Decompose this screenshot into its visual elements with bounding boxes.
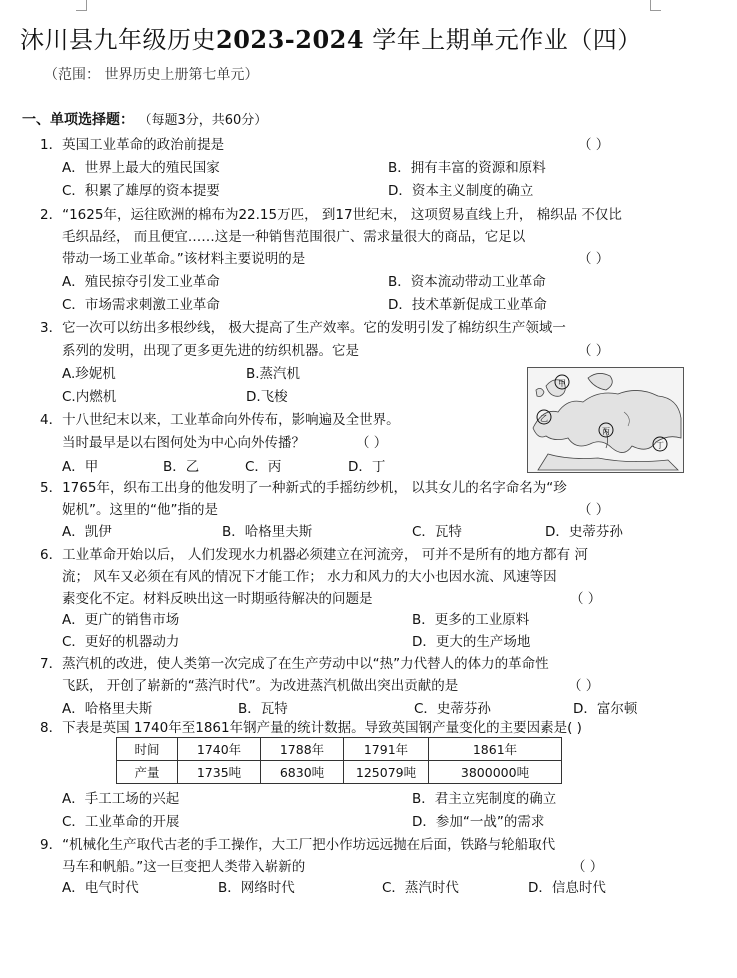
q8-option-c[interactable]: C．工业革命的开展 <box>62 814 180 830</box>
map-marker-ding-label: 丁 <box>656 441 664 450</box>
q9-option-b[interactable]: B．网络时代 <box>218 880 295 896</box>
q3-option-c[interactable]: C.内燃机 <box>62 389 117 405</box>
q4-option-c[interactable]: C．丙 <box>245 459 282 475</box>
section-heading <box>22 109 267 129</box>
q9-line2: 马车和帆船。”这一巨变把人类带入崭新的 <box>62 859 306 875</box>
q8-option-b[interactable]: B．君主立宪制度的确立 <box>412 791 557 807</box>
table-row-years <box>117 738 562 761</box>
q5-answer-paren[interactable]: （ ） <box>578 502 610 518</box>
q6-line2: 流； 风车又必须在有风的情况下才能工作； 水力和风力的大小也因水流、风速等因 <box>62 569 557 585</box>
q4-option-b[interactable]: B．乙 <box>163 459 200 475</box>
q8-option-d[interactable]: D．参加“一战”的需求 <box>412 814 545 830</box>
q9-option-d[interactable]: D．信息时代 <box>528 880 606 896</box>
q4-answer-paren[interactable]: （ ） <box>356 435 388 451</box>
q3-option-b[interactable]: B.蒸汽机 <box>246 366 301 382</box>
q2-line1: 2．“1625年，运往欧洲的棉布为22.15万匹， 到17世纪末， 这项贸易直线上升， 棉织品 不仅比 <box>40 207 622 223</box>
q6-option-a[interactable]: A．更广的销售市场 <box>62 612 180 628</box>
q5-option-a[interactable]: A．凯伊 <box>62 524 112 540</box>
q2-line3: 带动一场工业革命。”该材料主要说明的是 <box>62 251 306 267</box>
table-cell: 产量 <box>117 761 178 784</box>
map-marker-bing-label: 丙 <box>602 427 610 436</box>
section-heading-text: 一、单项选择题： <box>22 112 134 128</box>
table-cell: 6830吨 <box>261 761 344 784</box>
steel-production-table <box>116 737 562 784</box>
scope-line: （范围： 世界历史上册第七单元） <box>44 67 259 83</box>
q7-option-a[interactable]: A．哈格里夫斯 <box>62 701 153 717</box>
q7-option-b[interactable]: B．瓦特 <box>238 701 288 717</box>
q4-line2: 当时最早是以右图何处为中心向外传播？ <box>62 435 305 451</box>
title-part2: 学年上期单元作业（四） <box>364 26 642 54</box>
q6-option-b[interactable]: B．更多的工业原料 <box>412 612 530 628</box>
table-cell: 1788年 <box>261 738 344 761</box>
table-cell: 时间 <box>117 738 178 761</box>
map-marker-yi-label: 乙 <box>540 414 548 423</box>
q8-option-a[interactable]: A．手工工场的兴起 <box>62 791 180 807</box>
table-cell: 1735吨 <box>178 761 261 784</box>
map-marker-jia-label: 甲 <box>558 379 566 388</box>
table-cell: 125079吨 <box>344 761 429 784</box>
q1-option-d[interactable]: D．资本主义制度的确立 <box>388 183 534 199</box>
q6-line1: 6．工业革命开始以后， 人们发现水力机器必须建立在河流旁， 可并不是所有的地方都有 河 <box>40 547 588 563</box>
page-title <box>20 20 642 55</box>
q2-option-c[interactable]: C．市场需求刺激工业革命 <box>62 297 220 313</box>
table-cell: 1861年 <box>429 738 562 761</box>
q3-line2: 系列的发明，出现了更多更先进的纺织机器。它是 <box>62 343 359 359</box>
europe-map-image <box>527 367 684 473</box>
q3-option-a[interactable]: A.珍妮机 <box>62 366 116 382</box>
q5-line1: 5．1765年，织布工出身的他发明了一种新式的手摇纺纱机， 以其女儿的名字命名为“珍 <box>40 480 567 496</box>
q2-option-a[interactable]: A．殖民掠夺引发工业革命 <box>62 274 220 290</box>
q9-option-a[interactable]: A．电气时代 <box>62 880 139 896</box>
q4-option-a[interactable]: A．甲 <box>62 459 99 475</box>
q3-option-d[interactable]: D.飞梭 <box>246 389 288 405</box>
q9-answer-paren[interactable]: （ ） <box>572 859 604 875</box>
q5-option-d[interactable]: D．史蒂芬孙 <box>545 524 623 540</box>
europe-map-svg <box>528 368 683 472</box>
q2-line2: 毛织品经， 而且便宜……这是一种销售范围很广、需求量很大的商品，它足以 <box>62 229 526 245</box>
q6-answer-paren[interactable]: （ ） <box>570 591 602 607</box>
q9-option-c[interactable]: C．蒸汽时代 <box>382 880 459 896</box>
q1-option-b[interactable]: B．拥有丰富的资源和原料 <box>388 160 546 176</box>
q7-line1: 7．蒸汽机的改进，使人类第一次完成了在生产劳动中以“热”力代替人的体力的革命性 <box>40 656 549 672</box>
title-year: 2023-2024 <box>216 25 365 54</box>
q5-line2: 妮机”。这里的“他”指的是 <box>62 502 218 518</box>
q3-line1: 3．它一次可以纺出多根纱线， 极大提高了生产效率。它的发明引发了棉纺织生产领域一 <box>40 320 566 336</box>
q2-option-b[interactable]: B．资本流动带动工业革命 <box>388 274 546 290</box>
q2-option-d[interactable]: D．技术革新促成工业革命 <box>388 297 547 313</box>
q6-option-d[interactable]: D．更大的生产场地 <box>412 634 531 650</box>
q4-option-d[interactable]: D．丁 <box>348 459 386 475</box>
q6-option-c[interactable]: C．更好的机器动力 <box>62 634 180 650</box>
q7-option-d[interactable]: D．富尔顿 <box>573 701 638 717</box>
q5-option-b[interactable]: B．哈格里夫斯 <box>222 524 313 540</box>
q1-stem: 1．英国工业革命的政治前提是 <box>40 137 225 153</box>
corner-mark-left <box>76 0 87 11</box>
section-note: （每题3分，共60分） <box>138 113 268 128</box>
title-part1: 沐川县九年级历史 <box>20 26 216 54</box>
q4-line1: 4．十八世纪末以来，工业革命向外传布，影响遍及全世界。 <box>40 412 400 428</box>
table-row-output <box>117 761 562 784</box>
q6-line3: 素变化不定。材料反映出这一时期亟待解决的问题是 <box>62 591 373 607</box>
q7-answer-paren[interactable]: （ ） <box>568 678 600 694</box>
q1-option-c[interactable]: C．积累了雄厚的资本提要 <box>62 183 220 199</box>
table-cell: 1740年 <box>178 738 261 761</box>
q7-option-c[interactable]: C．史蒂芬孙 <box>414 701 491 717</box>
q9-line1: 9．“机械化生产取代古老的手工操作，大工厂把小作坊远远抛在后面，铁路与轮船取代 <box>40 837 556 853</box>
corner-mark-right <box>650 0 661 11</box>
q8-line1: 8．下表是英国 1740年至1861年钢产量的统计数据。导致英国钢产量变化的主要因素是( ) <box>40 720 582 736</box>
table-cell: 3800000吨 <box>429 761 562 784</box>
q1-answer-paren[interactable]: （ ） <box>578 137 610 153</box>
q5-option-c[interactable]: C．瓦特 <box>412 524 462 540</box>
q1-option-a[interactable]: A．世界上最大的殖民国家 <box>62 160 220 176</box>
q2-answer-paren[interactable]: （ ） <box>578 251 610 267</box>
q3-answer-paren[interactable]: （ ） <box>578 343 610 359</box>
table-cell: 1791年 <box>344 738 429 761</box>
q7-line2: 飞跃， 开创了崭新的“蒸汽时代”。为改进蒸汽机做出突出贡献的是 <box>62 678 459 694</box>
